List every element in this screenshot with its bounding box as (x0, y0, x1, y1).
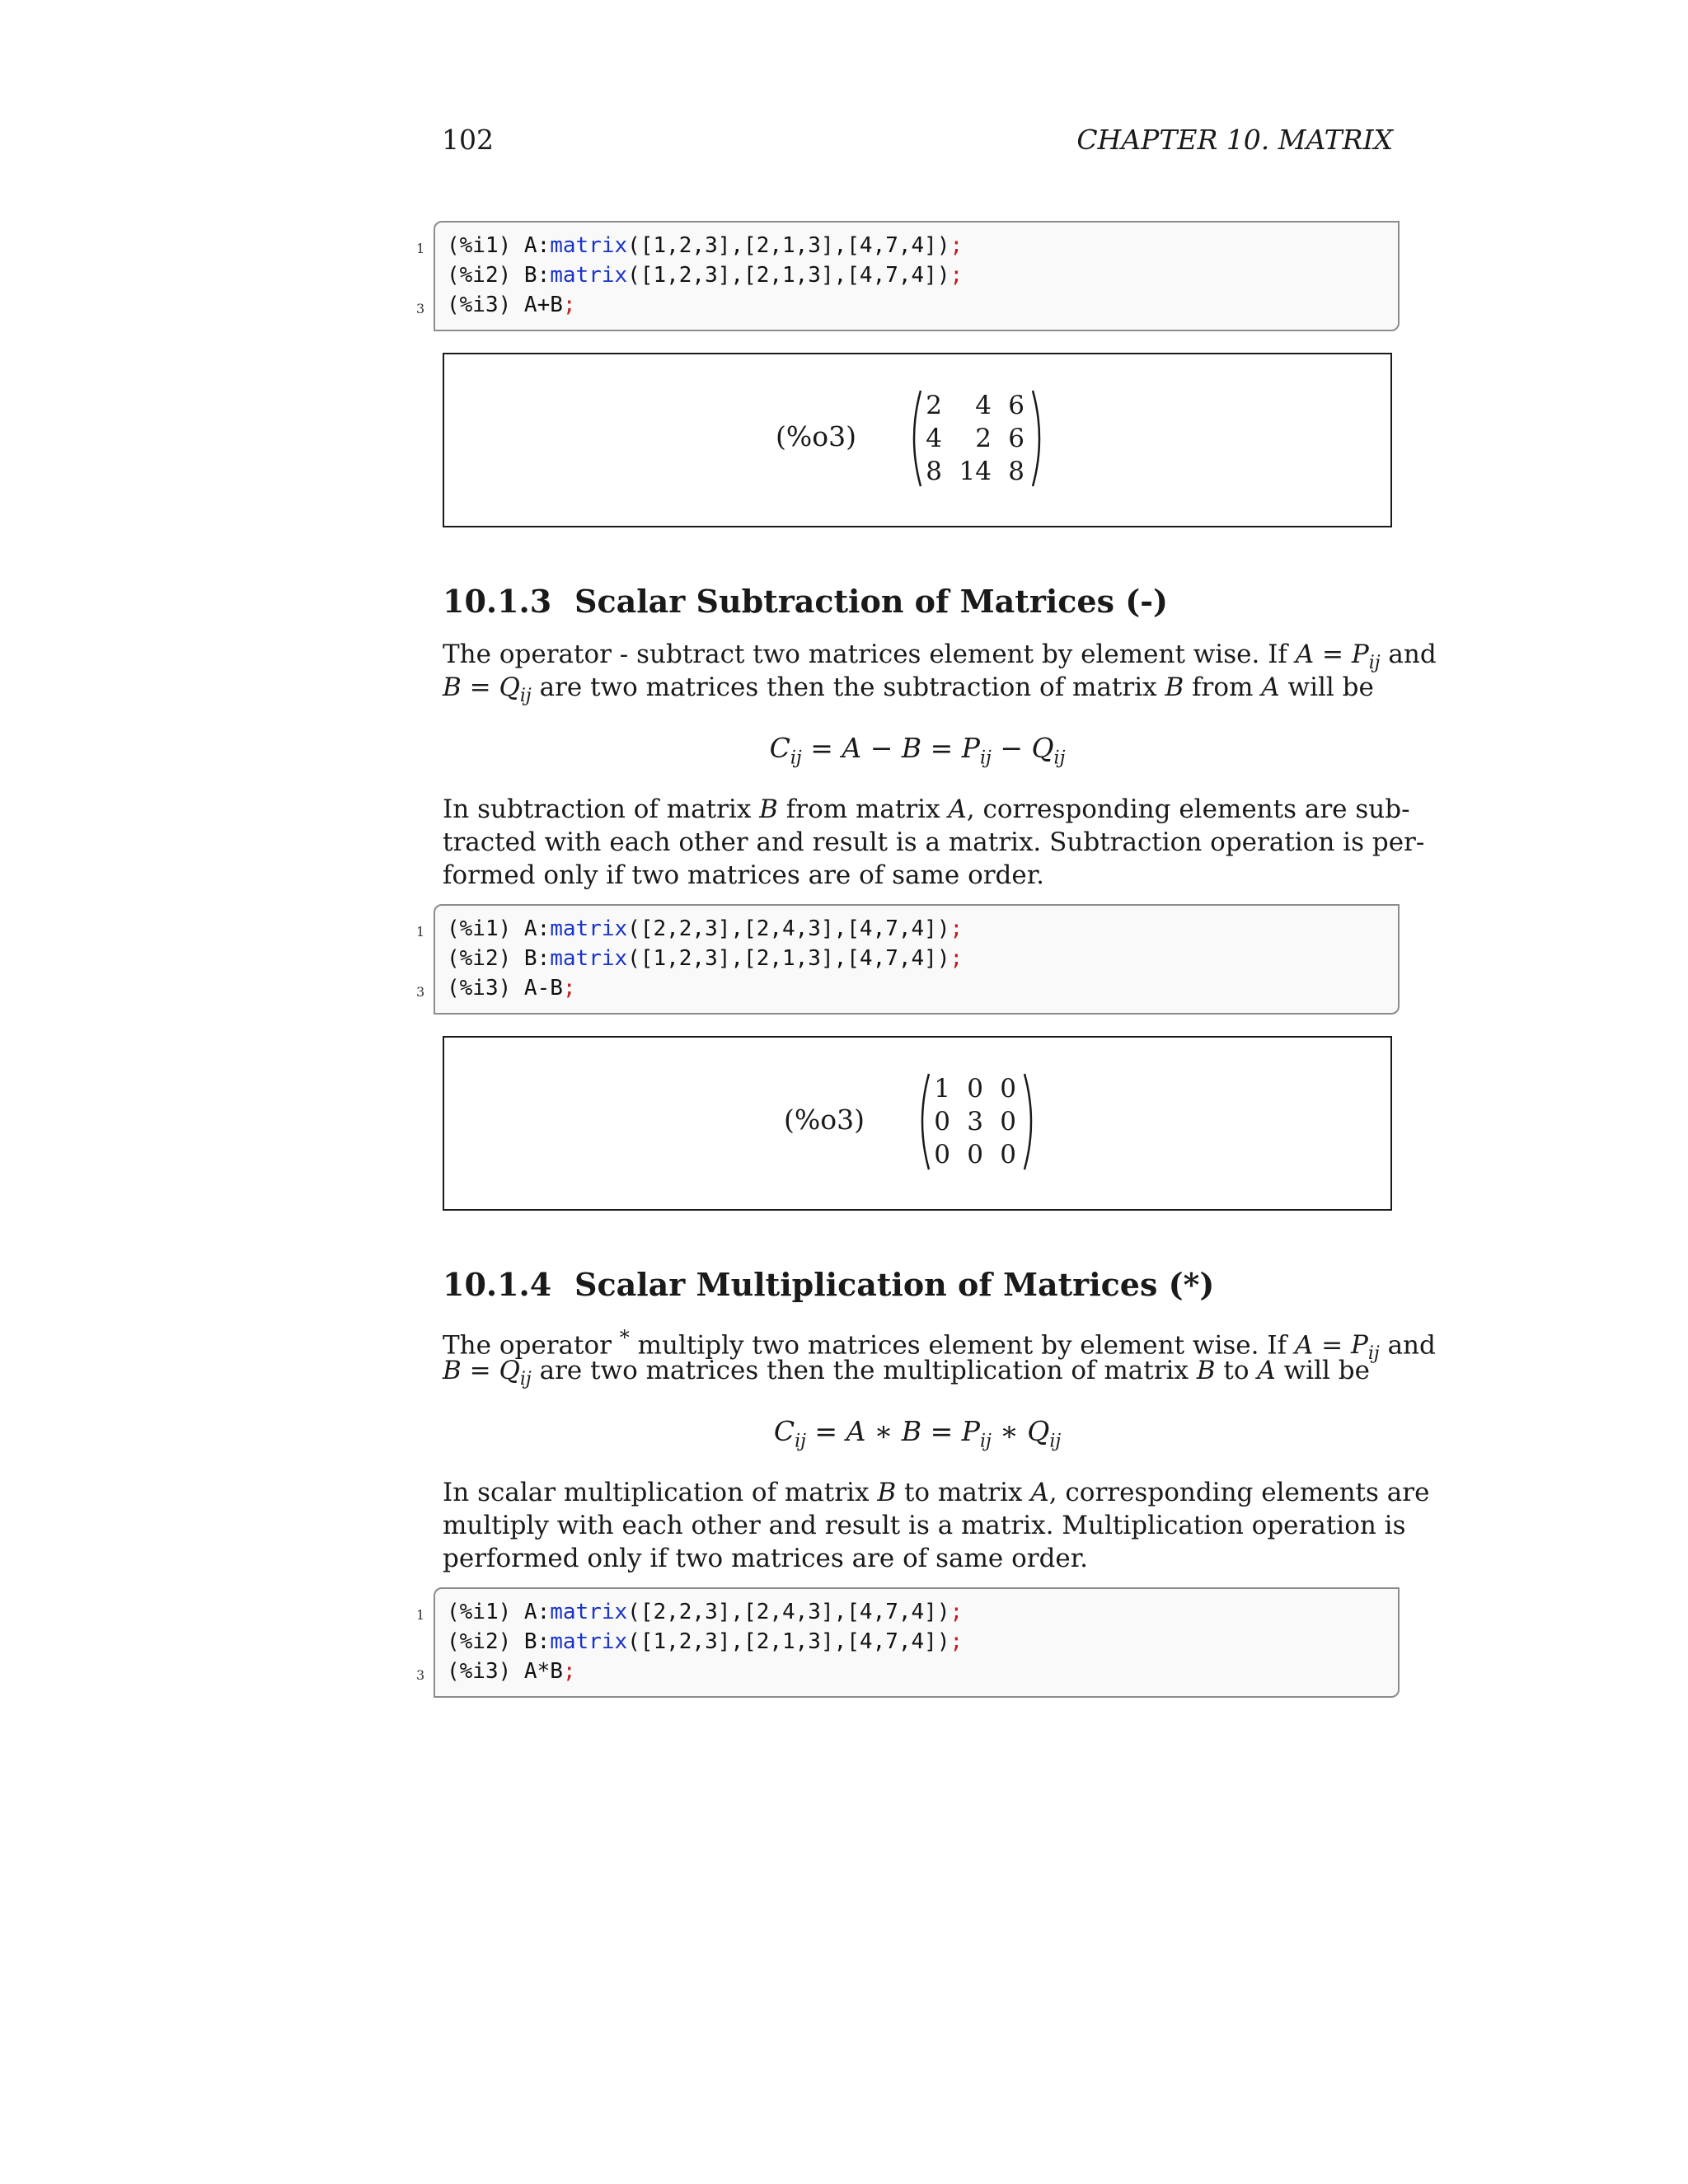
right-paren-icon (1029, 389, 1048, 488)
section-heading: 10.1.4 Scalar Multiplication of Matrices (*) (443, 1266, 1215, 1303)
code-block-multiplication (434, 1587, 1400, 1698)
result-matrix (906, 389, 1054, 488)
paragraph: In scalar multiplication of matrix B to matrix A, corresponding elements are multiply with each other and result is a matrix. Multiplication operation is performed only if two matrices are of same order. (443, 1478, 1430, 1573)
left-paren-icon (914, 1072, 932, 1171)
line-number: 3 (416, 984, 425, 1000)
matrix-cell: 0 (967, 1140, 983, 1169)
code-line: (%i1) A:matrix([1,2,3],[2,1,3],[4,7,4]); (447, 233, 964, 258)
paragraph: In subtraction of matrix B from matrix A, corresponding elements are sub- tracted with each other and result is a matrix. Subtraction operation is per- formed only if two matrices are of same order. (443, 794, 1425, 890)
code-line: (%i3) A-B; (447, 976, 576, 1001)
chapter-title: CHAPTER 10. MATRIX (1076, 124, 1393, 156)
code-line: (%i1) A:matrix([2,2,3],[2,4,3],[4,7,4]); (447, 1600, 964, 1624)
code-line: (%i2) B:matrix([1,2,3],[2,1,3],[4,7,4]); (447, 263, 964, 288)
output-label: (%o3) (776, 420, 856, 452)
matrix-cell: 0 (1000, 1074, 1016, 1104)
matrix-cell: 4 (926, 424, 942, 453)
code-line: (%i1) A:matrix([2,2,3],[2,4,3],[4,7,4]); (447, 916, 964, 941)
equation: $C_{ij} = A - B = P_{ij} - Q_{ij}$ (769, 732, 1066, 769)
output-box-subtraction (443, 1036, 1392, 1211)
output-label: (%o3) (784, 1104, 865, 1136)
matrix-cell: 3 (967, 1107, 983, 1137)
matrix-cell: 1 (934, 1074, 950, 1104)
equation: $C_{ij} = A$ ∗ $B = P_{ij}$ ∗ $Q_{ij}$ (773, 1415, 1062, 1452)
code-line: (%i2) B:matrix([1,2,3],[2,1,3],[4,7,4]); (447, 946, 964, 971)
section-heading: 10.1.3 Scalar Subtraction of Matrices (-) (443, 583, 1168, 620)
code-line: (%i2) B:matrix([1,2,3],[2,1,3],[4,7,4]); (447, 1629, 964, 1654)
matrix-cell: 14 (959, 457, 992, 486)
line-number: 1 (416, 1607, 425, 1623)
matrix-cell: 0 (934, 1107, 950, 1137)
paragraph: The operator - subtract two matrices element by element wise. If $A = P_{ij}$ and $B = Q_{ij}$ are two matrices then the subtraction of matrix B from A will be (443, 640, 1437, 707)
code-block-subtraction (434, 904, 1400, 1015)
matrix-cell: 0 (934, 1140, 950, 1169)
page-number: 102 (442, 124, 494, 156)
matrix-cell: 2 (975, 424, 992, 453)
result-matrix (914, 1072, 1062, 1171)
left-paren-icon (906, 389, 924, 488)
line-number: 1 (416, 924, 425, 940)
matrix-cell: 6 (1008, 391, 1025, 420)
code-block-addition (434, 221, 1400, 331)
right-paren-icon (1021, 1072, 1039, 1171)
matrix-cell: 6 (1008, 424, 1025, 453)
matrix-cell: 0 (1000, 1140, 1016, 1169)
matrix-cell: 8 (1008, 457, 1025, 486)
matrix-cell: 0 (1000, 1107, 1016, 1137)
matrix-cell: 2 (926, 391, 942, 420)
matrix-cell: 8 (926, 457, 942, 486)
matrix-cell: 0 (967, 1074, 983, 1104)
code-line: (%i3) A+B; (447, 293, 576, 317)
line-number: 1 (416, 241, 425, 256)
code-line: (%i3) A*B; (447, 1659, 576, 1684)
line-number: 3 (416, 1667, 425, 1683)
output-box-addition (443, 353, 1392, 527)
matrix-cell: 4 (975, 391, 992, 420)
paragraph: The operator * multiply two matrices element by element wise. If $A = P_{ij}$ and $B = Q_{ij}$ are two matrices then the multiplication of matrix B to A will be (443, 1326, 1436, 1390)
line-number: 3 (416, 301, 425, 316)
